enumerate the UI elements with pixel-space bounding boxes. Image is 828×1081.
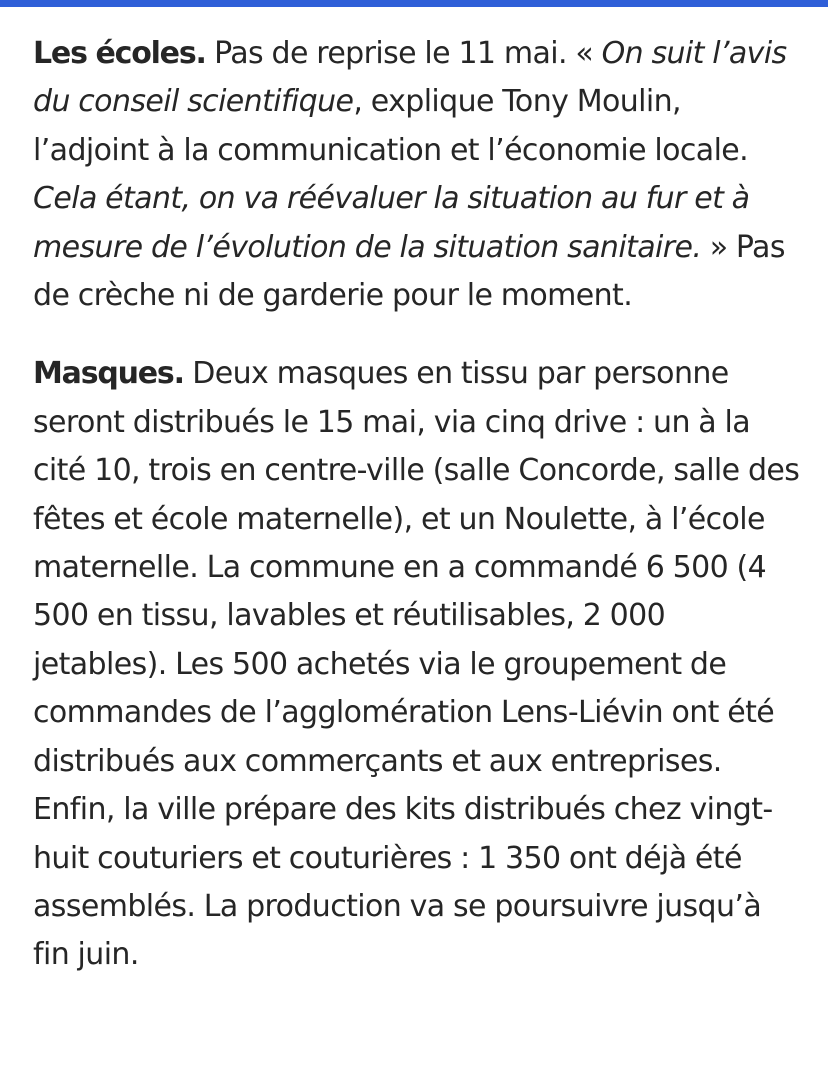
article-body xyxy=(33,30,803,980)
quote-text: On suit l’avis du conseil scientifique xyxy=(33,36,787,120)
top-accent-bar xyxy=(0,0,828,7)
paragraph-text: Deux masques en tissu par personne seront distribués le 15 mai, via cinq drive : un à la cité 10, trois en centre-ville (salle Concorde, salle des fêtes et école maternelle), et un Noulette, à l’école maternelle. La commune en a commandé 6 500 (4 500 en tissu, lavables et réutilisables, 2 000 jetables). Les 500 achetés via le groupement de commandes de l’agglomération Lens-Liévin ont été distribués aux commerçants et aux entreprises. Enfin, la ville prépare des kits distribués chez vingt-huit couturiers et couturières : 1 350 ont déjà été assemblés. La production va se poursuivre jusqu’à fin juin. xyxy=(33,356,800,973)
paragraph-masques xyxy=(33,350,803,979)
paragraph-lead-ecoles: Les écoles. xyxy=(33,36,206,71)
quote-text: Cela étant, on va réévaluer la situation au fur et à mesure de l’évolution de la situation sanitaire. xyxy=(33,181,750,265)
paragraph-text: , explique Tony Moulin, l’adjoint à la communication et l’économie locale. xyxy=(33,84,749,168)
paragraph-text: Pas de reprise le 11 mai. « xyxy=(205,36,602,71)
paragraph-ecoles xyxy=(33,30,803,320)
paragraph-text: » Pas de crèche ni de garderie pour le moment. xyxy=(33,229,785,314)
paragraph-lead-masques: Masques. xyxy=(33,356,184,392)
